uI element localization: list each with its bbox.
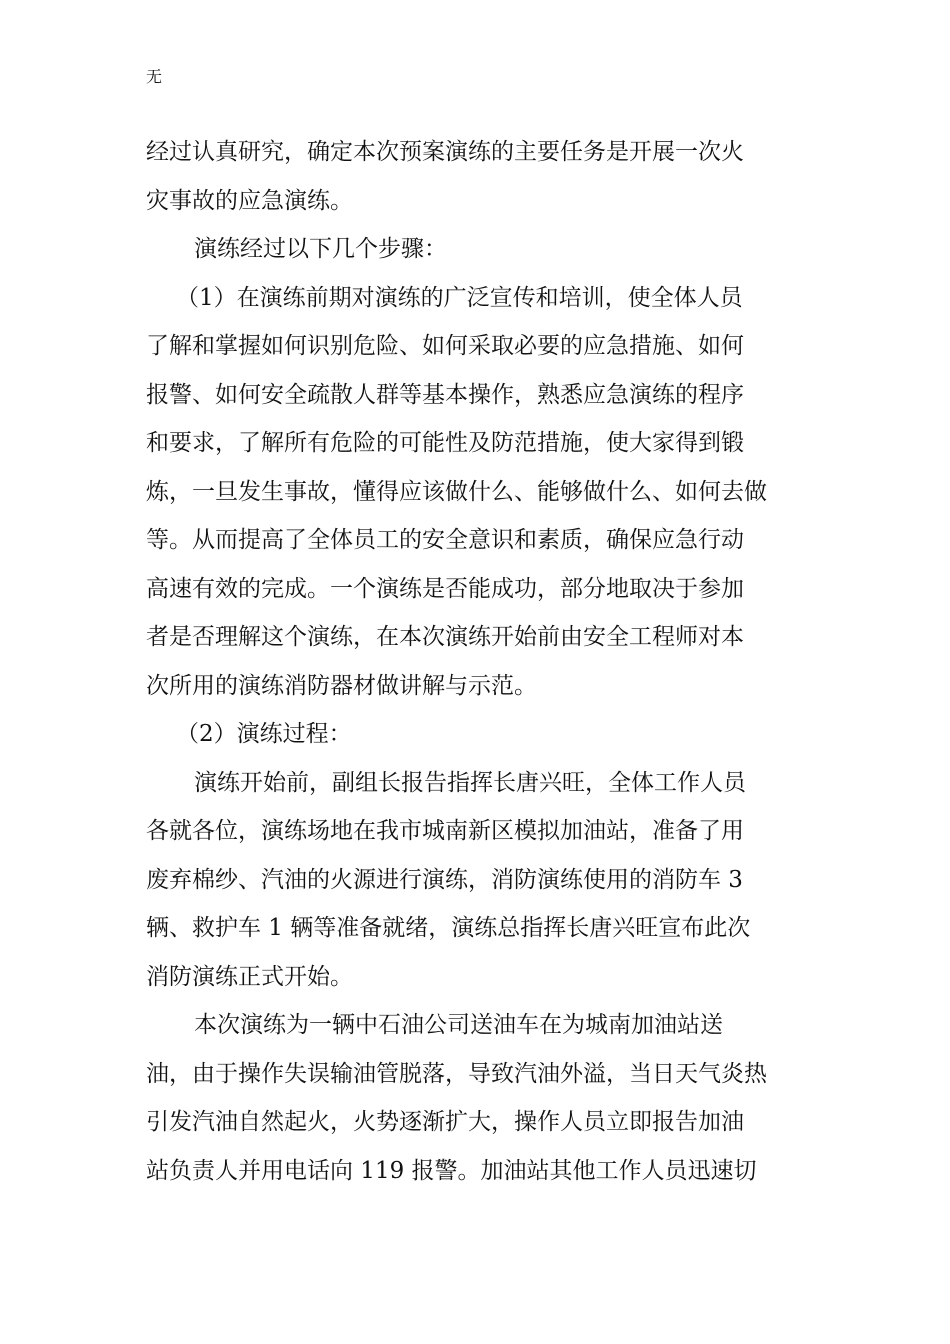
text-line: 次所用的演练消防器材做讲解与示范。	[146, 672, 537, 699]
text-line: 演练开始前，副组长报告指挥长唐兴旺，全体工作人员	[194, 769, 746, 796]
text-line: 经过认真研究，确定本次预案演练的主要任务是开展一次火	[146, 139, 744, 165]
text-line: 报警、如何安全疏散人群等基本操作，熟悉应急演练的程序	[146, 381, 744, 408]
header-mark: 无	[146, 67, 163, 86]
document-body	[146, 128, 811, 1195]
text-line: 消防演练正式开始。	[146, 963, 353, 990]
text-line: 站负责人并用电话向 119 报警。加油站其他工作人员迅速切	[146, 1157, 757, 1184]
text-line: 和要求，了解所有危险的可能性及防范措施，使大家得到锻	[146, 430, 744, 456]
text-line: 本次演练为一辆中石油公司送油车在为城南加油站送	[194, 1012, 723, 1038]
text-line: 炼，一旦发生事故，懂得应该做什么、能够做什么、如何去做	[146, 478, 767, 505]
text-line: （2）演练过程：	[176, 721, 352, 747]
text-line: （1）在演练前期对演练的广泛宣传和培训，使全体人员	[176, 284, 743, 311]
text-line: 辆、救护车 1 辆等准备就绪，演练总指挥长唐兴旺宣布此次	[146, 915, 751, 941]
text-line: 等。从而提高了全体员工的安全意识和素质，确保应急行动	[146, 527, 744, 553]
text-line: 各就各位，演练场地在我市城南新区模拟加油站，准备了用	[146, 818, 744, 844]
text-line: 者是否理解这个演练，在本次演练开始前由安全工程师对本	[146, 624, 744, 650]
text-line: 了解和掌握如何识别危险、如何采取必要的应急措施、如何	[146, 333, 744, 359]
text-line: 废弃棉纱、汽油的火源进行演练，消防演练使用的消防车 3	[146, 866, 743, 893]
text-line: 油，由于操作失误输油管脱落，导致汽油外溢，当日天气炎热	[146, 1060, 767, 1087]
text-line: 演练经过以下几个步骤：	[194, 236, 447, 262]
text-line: 灾事故的应急演练。	[146, 187, 353, 214]
text-line: 高速有效的完成。一个演练是否能成功，部分地取决于参加	[146, 575, 744, 602]
text-line: 引发汽油自然起火，火势逐渐扩大，操作人员立即报告加油	[146, 1109, 744, 1135]
